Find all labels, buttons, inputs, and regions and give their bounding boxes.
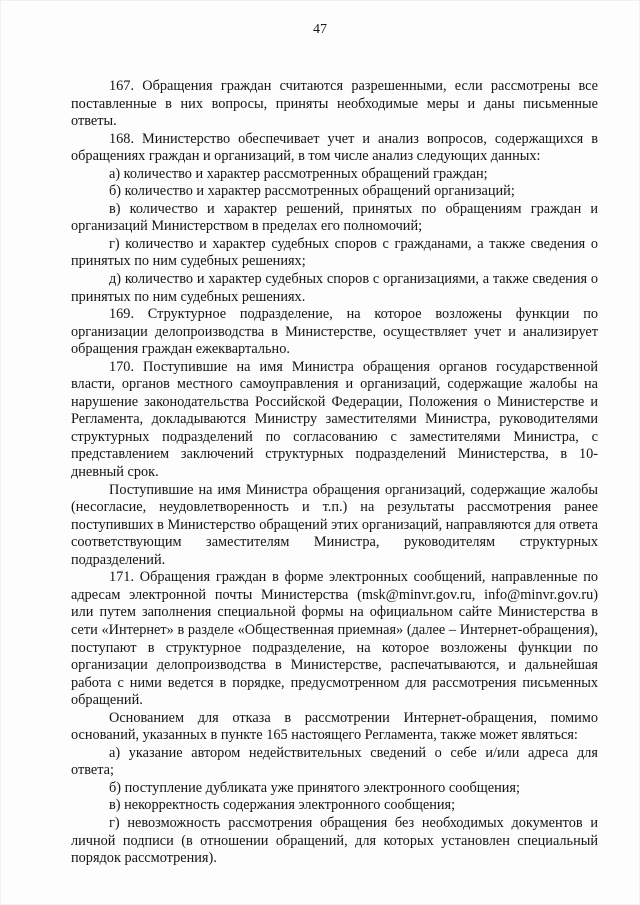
paragraph-170-continued: Поступившие на имя Министра обращения организаций, содержащие жалобы (несогласие, неудовлетворенность и т.п.) на результаты рассмотрения ранее поступивших в Министерство обращений этих организаций, направляются для ответа соответствующим заместителям Министра, руководителям структурных подразделений. — [71, 481, 598, 568]
list-item-171-v: в) некорректность содержания электронного сообщения; — [109, 797, 456, 814]
list-item-168-b: б) количество и характер рассмотренных обращений организаций; — [109, 183, 515, 200]
list-item-168-v: в) количество и характер решений, принятых по обращениям граждан и организаций Министерством в пределах его полномочий; — [71, 200, 598, 235]
paragraph-171: 171. Обращения граждан в форме электронных сообщений, направленные по адресам электронной почты Министерства (msk@minvr.gov.ru, info@minvr.gov.ru) или путем заполнения специальной формы на официальном сайте Министерства в сети «Интернет» в разделе «Общественная приемная» (далее – Интернет-обращения), поступают в структурное подразделение, на которое возложены функции по организации делопроизводства в Министерстве, распечатываются, и дальнейшая работа с ними ведется в порядке, предусмотренном для рассмотрения письменных обращений. — [71, 569, 598, 709]
list-item-168-g: г) количество и характер судебных споров с гражданами, а также сведения о принятых по ним судебных решениях; — [71, 235, 598, 270]
paragraph-168: 168. Министерство обеспечивает учет и анализ вопросов, содержащихся в обращениях граждан и организаций, в том числе анализ следующих данных: — [71, 130, 598, 165]
paragraph-169: 169. Структурное подразделение, на которое возложены функции по организации делопроизводства в Министерстве, осуществляет учет и анализирует обращения граждан ежеквартально. — [71, 306, 598, 358]
list-item-171-a: а) указание автором недействительных сведений о себе и/или адреса для ответа; — [71, 744, 598, 779]
paragraph-171-grounds: Основанием для отказа в рассмотрении Интернет-обращения, помимо оснований, указанных в пункте 165 настоящего Регламента, также может являться: — [71, 709, 598, 744]
document-body — [71, 78, 598, 868]
list-item-171-g: г) невозможность рассмотрения обращения без необходимых документов и личной подписи (в отношении обращений, для которых установлен специальный порядок рассмотрения). — [71, 814, 598, 867]
list-item-168-a: а) количество и характер рассмотренных обращений граждан; — [109, 165, 488, 182]
list-item-168-d: д) количество и характер судебных споров с организациями, а также сведения о принятых по ним судебных решениях. — [71, 271, 598, 305]
list-item-171-b: б) поступление дубликата уже принятого электронного сообщения; — [109, 779, 520, 796]
page-number: 47 — [313, 22, 327, 37]
paragraph-170: 170. Поступившие на имя Министра обращения органов государственной власти, органов местного самоуправления и организаций, содержащие жалобы на нарушение законодательства Российской Федерации, Положения о Министерстве и Регламента, докладываются Министру заместителями Министра, руководителями структурных подразделений по согласованию с заместителями Министра, с представлением заключений структурных подразделений Министерства, в 10-дневный срок. — [71, 358, 598, 481]
paragraph-167: 167. Обращения граждан считаются разрешенными, если рассмотрены все поставленные в них вопросы, приняты необходимые меры и даны письменные ответы. — [71, 78, 598, 130]
